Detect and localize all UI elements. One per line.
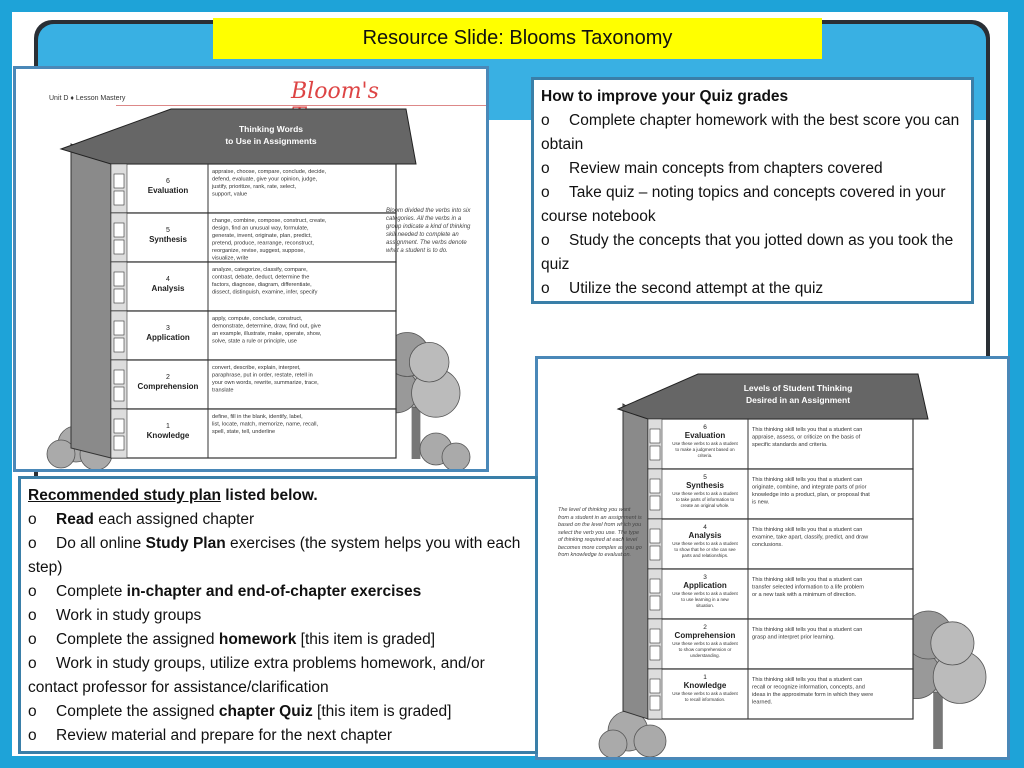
window: [114, 436, 124, 450]
level-name: Application: [683, 581, 727, 590]
level-description: specific standards and criteria.: [752, 442, 828, 448]
window-column: [111, 262, 127, 311]
plan-heading-rest: listed below.: [220, 487, 318, 504]
plan-item-text: Work in study groups: [56, 607, 202, 624]
window-column: [111, 164, 127, 213]
plan-item-text: each assigned chapter: [93, 511, 255, 528]
plan-item-bold: chapter Quiz: [218, 703, 313, 720]
bullet: o: [541, 232, 550, 249]
tree-foliage: [409, 342, 449, 382]
bullet: o: [28, 583, 37, 600]
level-sub: understanding.: [690, 653, 720, 658]
level-number: 3: [703, 574, 707, 581]
level-verbs: contrast, debate, deduct, determine the: [212, 274, 310, 281]
window: [114, 289, 124, 303]
bullet: o: [541, 160, 550, 177]
level-sub: Use these verbs to ask a student: [672, 591, 738, 596]
window: [650, 496, 660, 510]
window-column: [648, 469, 662, 519]
roof-title-1: Thinking Words: [238, 124, 304, 134]
blooms-worksheet-image: [13, 66, 489, 472]
bullet: o: [541, 280, 550, 297]
level-description: appraise, assess, or criticize on the basis of: [752, 434, 861, 441]
plan-item-text: Work in study groups, utilize extra problems homework, and/or contact professor for assistance/clarification: [28, 655, 485, 696]
quiz-tip-text: Review main concepts from chapters covered: [569, 160, 883, 177]
window: [650, 696, 660, 710]
level-verbs: design, find an unusual way, formulate,: [212, 225, 309, 232]
building-side-wall: [71, 144, 111, 458]
tree-foliage: [931, 622, 974, 665]
level-name: Knowledge: [683, 681, 727, 690]
level-sub: to take parts of information to: [675, 497, 735, 502]
window: [650, 629, 660, 643]
level-sub: criteria.: [697, 453, 713, 458]
level-verbs: support, value: [212, 191, 248, 198]
quiz-tip-item: [541, 109, 964, 157]
level-number: 4: [166, 276, 170, 283]
level-sub: to use learning in a new: [681, 597, 729, 602]
level-verbs: spell, state, tell, underline: [212, 429, 276, 435]
window: [650, 679, 660, 693]
plan-item-bold: in-chapter and end-of-chapter exercises: [126, 583, 422, 600]
level-sub: to show that he or she can see: [674, 547, 736, 552]
level-verbs: list, locate, match, memorize, name, recall,: [212, 421, 319, 428]
plan-item-text: Do all online: [56, 535, 146, 552]
window: [114, 321, 124, 335]
level-sub: Use these verbs to ask a student: [672, 491, 738, 496]
window-column: [111, 360, 127, 409]
plan-item-text: [this item is graded]: [296, 631, 436, 648]
window: [650, 579, 660, 593]
level-verbs: analyze, categorize, classify, compare,: [212, 267, 308, 273]
plan-item: [28, 700, 528, 724]
level-sub: parts and relationships.: [681, 553, 729, 558]
level-verbs: convert, describe, explain, interpret,: [212, 365, 301, 371]
unit-label: Unit D ♦ Lesson Mastery: [49, 95, 126, 102]
side-note: Bloom divided the verbs into six categories. All the verbs in a group indicate a kind of thinking skill needed to complete an assignment. The verbs denote what a student is to do.: [386, 208, 471, 254]
level-verbs: reorganize, revise, suggest, suppose,: [212, 248, 305, 254]
level-description: or a new task with a minimum of direction.: [752, 592, 857, 598]
window-column: [111, 213, 127, 262]
plan-item: [28, 628, 528, 652]
level-name: Knowledge: [146, 431, 190, 440]
window-column: [648, 419, 662, 469]
study-plan-box: [18, 476, 538, 754]
plan-item-bold: homework: [218, 631, 297, 648]
window-column: [648, 619, 662, 669]
bullet: o: [28, 703, 37, 720]
window-column: [111, 311, 127, 360]
student-thinking-image: [535, 356, 1010, 760]
window: [650, 429, 660, 443]
level-name: Application: [146, 333, 190, 342]
bullet: o: [28, 631, 37, 648]
level-description: recall or recognize information, concepts, and: [752, 684, 865, 691]
level-verbs: define, fill in the blank, identify, label,: [212, 414, 303, 420]
quiz-tip-item: [541, 229, 964, 277]
level-verbs: justify, prioritize, rank, rate, select,: [212, 184, 297, 190]
plan-heading-underlined: Recommended study plan: [28, 487, 221, 504]
level-description: is new.: [752, 499, 770, 506]
level-sub: to make a judgment based on: [675, 447, 735, 452]
window: [650, 546, 660, 560]
plan-item: [28, 532, 528, 580]
level-number: 6: [703, 424, 707, 431]
level-name: Synthesis: [149, 235, 187, 244]
quiz-tip-text: Take quiz – noting topics and concepts covered in your course notebook: [541, 184, 946, 225]
plan-item-text: Review material and prepare for the next chapter: [56, 727, 393, 744]
level-sub: Use these verbs to ask a student: [672, 541, 738, 546]
level-number: 1: [166, 423, 170, 430]
window: [650, 446, 660, 460]
window: [650, 479, 660, 493]
level-description: learned.: [752, 699, 773, 706]
level-name: Analysis: [151, 284, 185, 293]
roof-title-2: Desired in an Assignment: [745, 395, 851, 405]
level-verbs: translate: [212, 387, 234, 394]
level-number: 6: [166, 178, 170, 185]
level-verbs: factors, diagnose, diagram, differentiate,: [212, 282, 312, 288]
window: [650, 596, 660, 610]
quiz-tips-list: [541, 109, 964, 301]
plan-item: [28, 508, 528, 532]
window: [114, 240, 124, 254]
level-name: Comprehension: [137, 382, 199, 391]
level-number: 5: [703, 474, 707, 481]
level-verbs: visualize, write: [212, 255, 249, 262]
bullet: o: [541, 112, 550, 129]
quiz-tip-item: [541, 157, 964, 181]
level-sub: create an original whole.: [680, 503, 730, 508]
level-name: Synthesis: [686, 481, 724, 490]
level-verbs: change, combine, compose, construct, create,: [212, 218, 327, 224]
window: [114, 419, 124, 433]
quiz-tip-text: Complete chapter homework with the best score you can obtain: [541, 112, 960, 153]
level-name: Analysis: [688, 531, 722, 540]
level-sub: Use these verbs to ask a student: [672, 441, 738, 446]
roof-title-1: Levels of Student Thinking: [743, 383, 853, 393]
plan-item-bold: Read: [56, 511, 94, 528]
window-column: [648, 519, 662, 569]
plan-item: [28, 652, 528, 700]
level-verbs: demonstrate, determine, draw, find out, give: [212, 323, 321, 330]
quiz-tip-text: Utilize the second attempt at the quiz: [569, 280, 824, 297]
level-verbs: appraise, choose, compare, conclude, decide,: [212, 169, 327, 175]
shrub: [634, 725, 666, 757]
plan-item-bold: Study Plan: [145, 535, 226, 552]
level-description: ideas in the approximate form in which they were: [752, 692, 874, 698]
bullet: o: [541, 184, 550, 201]
window: [114, 191, 124, 205]
level-description: transfer selected information to a life problem: [752, 584, 864, 591]
window: [114, 174, 124, 188]
quiz-heading: How to improve your Quiz grades: [541, 88, 789, 105]
window-column: [648, 569, 662, 619]
level-description: knowledge into a product, plan, or proposal that: [752, 492, 870, 498]
level-description: originate, combine, and integrate parts of prior: [752, 484, 867, 491]
window: [650, 646, 660, 660]
thinking-words-building: [16, 69, 486, 469]
level-description: grasp and interpret prior learning.: [752, 634, 835, 641]
shrub: [442, 443, 470, 469]
window-column: [648, 669, 662, 719]
level-name: Evaluation: [684, 431, 726, 440]
level-description: This thinking skill tells you that a student can: [752, 627, 863, 633]
quiz-tip-item: [541, 181, 964, 229]
window: [114, 338, 124, 352]
plan-item-text: Complete the assigned: [56, 703, 219, 720]
quiz-tip-text: Study the concepts that you jotted down as you took the quiz: [541, 232, 954, 273]
level-name: Evaluation: [147, 186, 189, 195]
level-sub: situation.: [695, 603, 715, 608]
plan-item: [28, 580, 528, 604]
level-number: 5: [166, 227, 170, 234]
bullet: o: [28, 727, 37, 744]
plan-item-text: exercises (the system helps you with each step): [28, 535, 521, 576]
bullet: o: [28, 607, 37, 624]
plan-item: [28, 724, 528, 748]
window: [114, 223, 124, 237]
level-verbs: generate, invent, originate, plan, predict,: [212, 233, 312, 239]
shrub: [599, 730, 627, 757]
level-description: examine, take apart, classify, predict, and draw: [752, 534, 869, 541]
window: [114, 387, 124, 401]
level-verbs: solve, state a rule or principle, use: [212, 338, 297, 345]
handwritten-title: Bloom's: [291, 79, 379, 104]
window: [114, 370, 124, 384]
bullet: o: [28, 535, 37, 552]
level-verbs: paraphrase, put in order, restate, retell in: [212, 372, 313, 379]
level-name: Comprehension: [674, 631, 736, 640]
level-verbs: defend, evaluate, give your opinion, judge,: [212, 176, 318, 183]
quiz-tips-box: [531, 77, 974, 304]
level-verbs: your own words, rewrite, summarize, trace,: [212, 380, 319, 386]
plan-item-text: Complete the assigned: [56, 631, 219, 648]
level-description: This thinking skill tells you that a student can: [752, 577, 863, 583]
building-side-wall: [623, 404, 648, 719]
roof-title-2: to Use in Assignments: [225, 136, 317, 146]
level-number: 1: [703, 674, 707, 681]
window-column: [111, 409, 127, 458]
level-description: conclusions.: [752, 542, 783, 548]
level-sub: Use these verbs to ask a student: [672, 641, 738, 646]
bullet: o: [28, 511, 37, 528]
level-description: This thinking skill tells you that a student can: [752, 477, 863, 483]
level-number: 2: [166, 374, 170, 381]
level-number: 3: [166, 325, 170, 332]
level-number: 2: [703, 624, 707, 631]
plan-heading: [28, 484, 528, 508]
slide-title-text: Resource Slide: Blooms Taxonomy: [362, 27, 673, 49]
quiz-tip-item: [541, 277, 964, 301]
window: [114, 272, 124, 286]
level-sub: Use these verbs to ask a student: [672, 691, 738, 696]
level-verbs: apply, compute, conclude, construct,: [212, 316, 303, 322]
level-verbs: dissect, distinguish, examine, infer, specify: [212, 289, 318, 296]
level-verbs: pretend, produce, rearrange, reconstruct,: [212, 240, 314, 247]
slide-title: [213, 18, 822, 59]
level-sub: to show comprehension or: [678, 647, 732, 652]
plan-item-text: Complete: [56, 583, 127, 600]
plan-item: [28, 604, 528, 628]
plan-item-text: [this item is graded]: [312, 703, 452, 720]
level-description: This thinking skill tells you that a student can: [752, 677, 863, 683]
bullet: o: [28, 655, 37, 672]
side-note-2: The level of thinking you want from a student in an assignment is based on the level from which you select the verb you use. The type of thinking required at each level becomes more complex as you go from knowledge to evaluation.: [558, 507, 642, 558]
level-description: This thinking skill tells you that a student can: [752, 427, 863, 433]
level-sub: to recall information.: [684, 697, 726, 702]
level-number: 4: [703, 524, 707, 531]
level-verbs: an example, illustrate, make, operate, show,: [212, 331, 322, 337]
level-description: This thinking skill tells you that a student can: [752, 527, 863, 533]
window: [650, 529, 660, 543]
